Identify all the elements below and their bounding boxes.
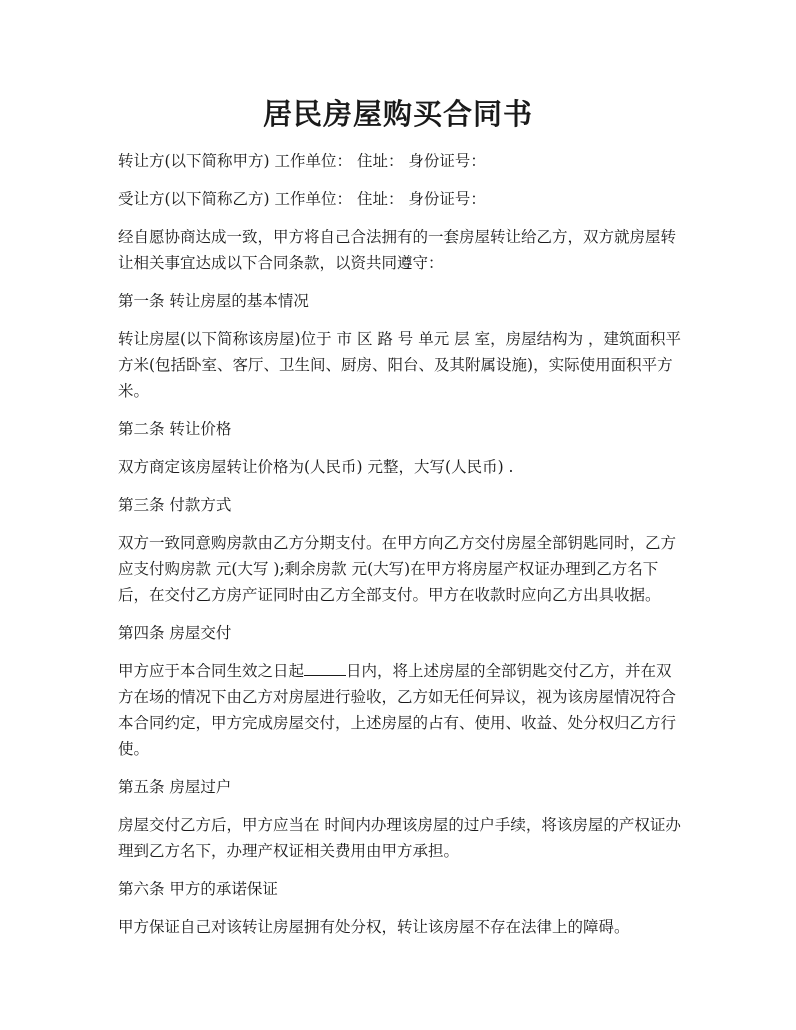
days-blank [304, 675, 346, 676]
article-4-paragraph [118, 658, 683, 762]
article-6-paragraph: 甲方保证自己对该转让房屋拥有处分权，转让该房屋不存在法律上的障碍。 [118, 918, 630, 936]
article-5-paragraph: 房屋交付乙方后，甲方应当在 时间内办理该房屋的过户手续，将该房屋的产权证办理到乙方名下，办理产权证相关费用由甲方承担。 [118, 816, 681, 860]
article-1-heading: 第一条 转让房屋的基本情况 [118, 292, 309, 310]
preamble-paragraph: 经自愿协商达成一致，甲方将自己合法拥有的一套房屋转让给乙方，双方就房屋转让相关事宜达成以下合同条款，以资共同遵守： [118, 228, 677, 272]
article-6-heading: 第六条 甲方的承诺保证 [118, 880, 278, 898]
article-4-text-end: 日内，将上述房屋的全部钥匙交付乙方，并在双方在场的情况下由乙方对房屋进行验收，乙方如无任何异议，视为该房屋情况符合本合同约定，甲方完成房屋交付，上述房屋的占有、使用、收益、处分权归乙方行使。 [118, 662, 677, 758]
article-3-paragraph: 双方一致同意购房款由乙方分期支付。在甲方向乙方交付房屋全部钥匙同时，乙方应支付购房款 元(大写 );剩余房款 元(大写)在甲方将房屋产权证办理到乙方名下后，在交付乙方房产证同时由乙方全部支付。甲方在收款时应向乙方出具收据。 [118, 534, 677, 604]
party-b-line: 受让方(以下简称乙方) 工作单位： 住址： 身份证号： [118, 190, 486, 208]
article-1-paragraph: 转让房屋(以下简称该房屋)位于 市 区 路 号 单元 层 室，房屋结构为 ，建筑面积平方米(包括卧室、客厅、卫生间、厨房、阳台、及其附属设施)，实际使用面积平方米。 [118, 330, 682, 400]
article-4-text-start: 甲方应于本合同生效之日起 [118, 662, 305, 680]
article-2-paragraph: 双方商定该房屋转让价格为(人民币) 元整，大写(人民币) . [118, 458, 514, 476]
document-body [118, 148, 683, 952]
document-title: 居民房屋购买合同书 [262, 97, 533, 131]
article-5-heading: 第五条 房屋过户 [118, 778, 232, 796]
article-4-heading: 第四条 房屋交付 [118, 624, 232, 642]
article-3-heading: 第三条 付款方式 [118, 496, 232, 514]
article-2-heading: 第二条 转让价格 [118, 420, 232, 438]
party-a-line: 转让方(以下简称甲方) 工作单位： 住址： 身份证号： [118, 152, 486, 170]
